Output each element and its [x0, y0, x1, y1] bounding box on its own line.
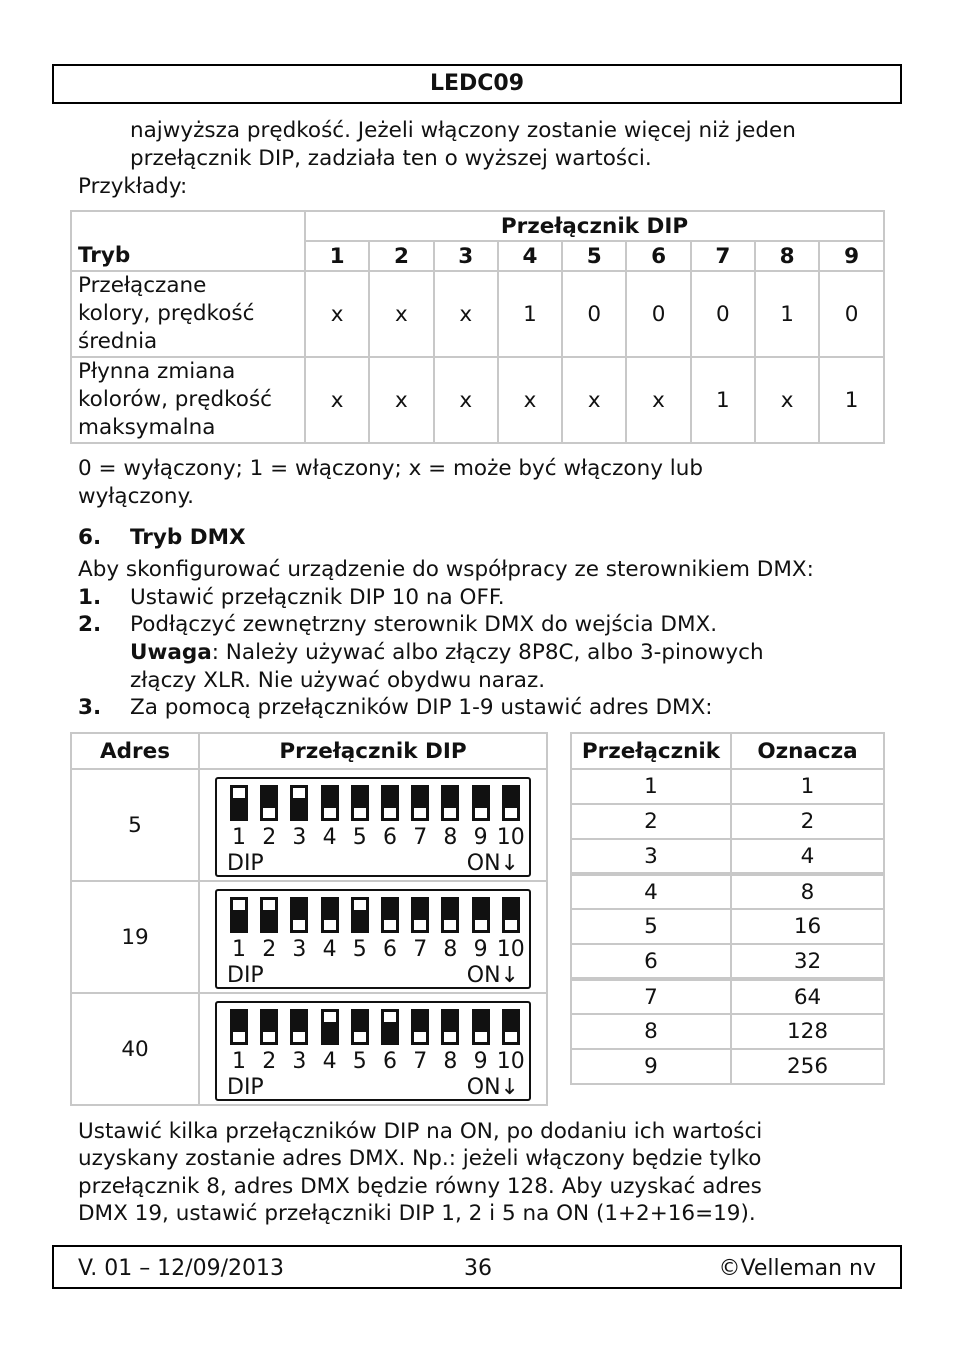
- step-number: 3.: [78, 695, 102, 720]
- dip-value-cell: x: [434, 271, 498, 357]
- dip-number-label: 7: [413, 825, 428, 850]
- switch-cell: 5: [571, 909, 731, 944]
- header-title: LEDC09: [429, 71, 525, 96]
- outro-line: Ustawić kilka przełączników DIP na ON, po dodaniu ich wartości: [78, 1119, 763, 1144]
- dip-value-cell: 1: [755, 271, 819, 357]
- dip-switch: [230, 897, 248, 933]
- dip-value-cell: 0: [691, 271, 755, 357]
- switch-cell: 2: [571, 804, 731, 839]
- switch-cell: 1: [571, 769, 731, 804]
- dip-switch-knob: [263, 808, 275, 818]
- dip-value-cell: 1: [819, 357, 884, 443]
- dip-switch: [381, 785, 399, 821]
- legend-line-1: 0 = wyłączony; 1 = włączony; x = może być włączony lub: [78, 456, 704, 481]
- value-cell: 16: [731, 909, 884, 944]
- dip-switch-knob: [444, 920, 456, 930]
- intro-line-1: najwyższa prędkość. Jeżeli włączony zostanie więcej niż jeden: [130, 118, 796, 143]
- dip-switch: [351, 785, 369, 821]
- dip-switch-diagram: [215, 1001, 531, 1101]
- dip-number-label: 1: [232, 1049, 246, 1074]
- dip-switch: [290, 1009, 308, 1045]
- dip-switch-knob: [293, 1032, 305, 1042]
- dip-switch: [351, 897, 369, 933]
- footer-page-number: 36: [464, 1256, 492, 1281]
- dip-number-label: 9: [473, 937, 488, 962]
- dip-switch-knob: [384, 1012, 396, 1022]
- dip-value-cell: x: [305, 271, 369, 357]
- dip-number-label: 3: [292, 1049, 307, 1074]
- dip-number-label: 6: [383, 1049, 397, 1074]
- examples-label: Przykłady:: [78, 174, 188, 199]
- value-cell: 2: [731, 804, 884, 839]
- dip-number-label: 7: [413, 1049, 428, 1074]
- switch-cell: 7: [571, 979, 731, 1014]
- dip-col-header: 8: [755, 241, 819, 271]
- value-cell: 8: [731, 874, 884, 909]
- dip-switch: [290, 785, 308, 821]
- dip-switch-knob: [414, 920, 426, 930]
- intro-line-2: przełącznik DIP, zadziała ten o wyższej wartości.: [130, 146, 652, 171]
- dip-switch: [441, 1009, 459, 1045]
- table-row: [571, 1014, 884, 1049]
- dip-switch-knob: [263, 1032, 275, 1042]
- dip-number-label: 9: [473, 825, 488, 850]
- dip-number-label: 6: [383, 937, 397, 962]
- on-label: ON↓: [466, 851, 519, 876]
- table-row: [571, 874, 884, 909]
- dip-switch-knob: [354, 900, 366, 910]
- dip-number-label: 4: [322, 825, 337, 850]
- dip-col-header: 3: [434, 241, 498, 271]
- dip-number-label: 10: [496, 937, 525, 962]
- dip-switch-knob: [233, 900, 245, 910]
- mode-cell: Przełączane kolory, prędkość średnia: [71, 271, 305, 357]
- switch-cell: 3: [571, 839, 731, 874]
- dip-switch: [502, 1009, 520, 1045]
- value-table: [570, 732, 885, 1085]
- step-text: Podłączyć zewnętrzny sterownik DMX do wejścia DMX.: [130, 612, 718, 637]
- dip-switch: [472, 1009, 490, 1045]
- dip-switch-knob: [293, 920, 305, 930]
- address-cell: 19: [71, 881, 199, 993]
- dip-switch-knob: [293, 788, 305, 798]
- table-row: [571, 769, 884, 804]
- dmx-intro: Aby skonfigurować urządzenie do współpracy ze sterownikiem DMX:: [78, 557, 814, 582]
- dip-number-label: 2: [262, 825, 277, 850]
- dip-value-cell: 1: [691, 357, 755, 443]
- dip-switch-knob: [414, 808, 426, 818]
- col-address-header: Adres: [71, 733, 199, 769]
- dip-col-header: 9: [819, 241, 884, 271]
- table-row: [571, 944, 884, 979]
- dip-value-cell: x: [755, 357, 819, 443]
- value-cell: 256: [731, 1049, 884, 1084]
- dip-number-label: 10: [496, 825, 525, 850]
- dip-switch-knob: [324, 808, 336, 818]
- dip-value-cell: x: [562, 357, 626, 443]
- col-switch-header: Przełącznik: [571, 733, 731, 769]
- dip-switch: [502, 897, 520, 933]
- dip-number-label: 7: [413, 937, 428, 962]
- dip-switch: [381, 897, 399, 933]
- dip-switch-knob: [475, 1032, 487, 1042]
- dip-col-header: 6: [626, 241, 690, 271]
- dip-label: DIP: [227, 963, 264, 988]
- dip-col-header: 2: [369, 241, 433, 271]
- dip-value-cell: 1: [498, 271, 562, 357]
- dip-switch: [321, 1009, 339, 1045]
- value-cell: 128: [731, 1014, 884, 1049]
- table-row: [571, 839, 884, 874]
- dip-switch-knob: [505, 920, 517, 930]
- dip-value-cell: 0: [819, 271, 884, 357]
- dip-switch-knob: [384, 920, 396, 930]
- dip-col-header: 4: [498, 241, 562, 271]
- page-header: [52, 64, 902, 104]
- dip-switch: [411, 1009, 429, 1045]
- dip-value-cell: x: [498, 357, 562, 443]
- dip-number-label: 2: [262, 937, 277, 962]
- footer-version: V. 01 – 12/09/2013: [78, 1256, 284, 1281]
- dip-switch: [472, 785, 490, 821]
- dip-switch: [381, 1009, 399, 1045]
- dip-switch: [321, 785, 339, 821]
- dip-switch: [260, 785, 278, 821]
- mode-cell: Płynna zmiana kolorów, prędkość maksymalna: [71, 357, 305, 443]
- dip-number-label: 1: [232, 825, 246, 850]
- address-cell: 40: [71, 993, 199, 1105]
- step-text: Ustawić przełącznik DIP 10 na OFF.: [130, 585, 505, 610]
- dip-switch-knob: [444, 808, 456, 818]
- dip-number-label: 1: [232, 937, 246, 962]
- legend-line-2: wyłączony.: [78, 484, 194, 509]
- dip-value-cell: 0: [562, 271, 626, 357]
- dip-number-label: 4: [322, 1049, 337, 1074]
- section-title: Tryb DMX: [130, 525, 246, 550]
- dip-number-label: 9: [473, 1049, 488, 1074]
- dip-switch: [321, 897, 339, 933]
- dip-switch-knob: [263, 900, 275, 910]
- outro-line: przełącznik 8, adres DMX będzie równy 128. Aby uzyskać adres: [78, 1174, 762, 1199]
- value-cell: 4: [731, 839, 884, 874]
- dip-switch-knob: [324, 920, 336, 930]
- dip-switch-knob: [384, 808, 396, 818]
- dip-value-cell: x: [369, 271, 433, 357]
- dip-number-label: 8: [443, 825, 458, 850]
- col-dip-group-header: Przełącznik DIP: [305, 211, 884, 241]
- dip-switch: [260, 897, 278, 933]
- dip-switch: [441, 785, 459, 821]
- value-cell: 64: [731, 979, 884, 1014]
- dip-switch: [411, 785, 429, 821]
- dip-switch: [290, 897, 308, 933]
- dip-number-label: 2: [262, 1049, 277, 1074]
- dip-value-cell: x: [434, 357, 498, 443]
- dip-switch: [472, 897, 490, 933]
- note-text: : Należy używać albo złączy 8P8C, albo 3-pinowych: [211, 640, 764, 665]
- outro-line: DMX 19, ustawić przełączniki DIP 1, 2 i 5 na ON (1+2+16=19).: [78, 1201, 756, 1226]
- dip-switch-knob: [324, 1012, 336, 1022]
- note-line-1: [130, 639, 764, 667]
- dip-number-label: 3: [292, 937, 307, 962]
- col-dip-header: Przełącznik DIP: [199, 733, 547, 769]
- dip-label: DIP: [227, 1075, 264, 1100]
- switch-cell: 9: [571, 1049, 731, 1084]
- dip-number-label: 5: [352, 825, 367, 850]
- on-label: ON↓: [466, 963, 519, 988]
- address-cell: 5: [71, 769, 199, 881]
- dip-switch-knob: [233, 1032, 245, 1042]
- dip-number-label: 6: [383, 825, 397, 850]
- dip-number-label: 4: [322, 937, 337, 962]
- col-mode-header: Tryb: [71, 211, 305, 271]
- table-row: [571, 804, 884, 839]
- dip-col-header: 1: [305, 241, 369, 271]
- value-cell: 32: [731, 944, 884, 979]
- dip-switch-diagram: [215, 777, 531, 877]
- switch-cell: 4: [571, 874, 731, 909]
- step-number: 1.: [78, 585, 102, 610]
- dip-switch-knob: [233, 788, 245, 798]
- step-text: Za pomocą przełączników DIP 1-9 ustawić adres DMX:: [130, 695, 713, 720]
- dip-value-cell: x: [626, 357, 690, 443]
- dip-switch: [260, 1009, 278, 1045]
- dip-label: DIP: [227, 851, 264, 876]
- dip-number-label: 10: [496, 1049, 525, 1074]
- dip-number-label: 8: [443, 1049, 458, 1074]
- dip-value-cell: x: [305, 357, 369, 443]
- dip-number-label: 3: [292, 825, 307, 850]
- page-footer: [52, 1245, 902, 1289]
- dip-switch-knob: [475, 920, 487, 930]
- dip-switch-knob: [414, 1032, 426, 1042]
- dip-switch: [411, 897, 429, 933]
- dip-switch-knob: [444, 1032, 456, 1042]
- section-number: 6.: [78, 525, 102, 550]
- dip-switch-knob: [475, 808, 487, 818]
- dip-switch: [230, 785, 248, 821]
- dip-value-cell: 0: [626, 271, 690, 357]
- dip-number-label: 8: [443, 937, 458, 962]
- dip-switch: [502, 785, 520, 821]
- switch-cell: 8: [571, 1014, 731, 1049]
- switch-cell: 6: [571, 944, 731, 979]
- table-row: [571, 979, 884, 1014]
- footer-copyright: ©Velleman nv: [718, 1256, 876, 1281]
- value-cell: 1: [731, 769, 884, 804]
- dip-switch: [441, 897, 459, 933]
- note-line-2: złączy XLR. Nie używać obydwu naraz.: [130, 668, 546, 693]
- dip-switch-knob: [354, 1032, 366, 1042]
- dip-switch-knob: [505, 1032, 517, 1042]
- mode-table: [70, 210, 885, 444]
- dip-switch-knob: [354, 808, 366, 818]
- dip-number-label: 5: [352, 1049, 367, 1074]
- step-number: 2.: [78, 612, 102, 637]
- table-row: [571, 1049, 884, 1084]
- dip-switch-diagram: [215, 889, 531, 989]
- outro-line: uzyskany zostanie adres DMX. Np.: jeżeli włączony będzie tylko: [78, 1146, 762, 1171]
- col-means-header: Oznacza: [731, 733, 884, 769]
- address-table: [70, 732, 548, 1106]
- dip-switch: [230, 1009, 248, 1045]
- on-label: ON↓: [466, 1075, 519, 1100]
- dip-value-cell: x: [369, 357, 433, 443]
- note-label: Uwaga: [130, 640, 212, 665]
- dip-switch: [351, 1009, 369, 1045]
- table-row: [571, 909, 884, 944]
- dip-switch-knob: [505, 808, 517, 818]
- dip-number-label: 5: [352, 937, 367, 962]
- dip-col-header: 5: [562, 241, 626, 271]
- dip-col-header: 7: [691, 241, 755, 271]
